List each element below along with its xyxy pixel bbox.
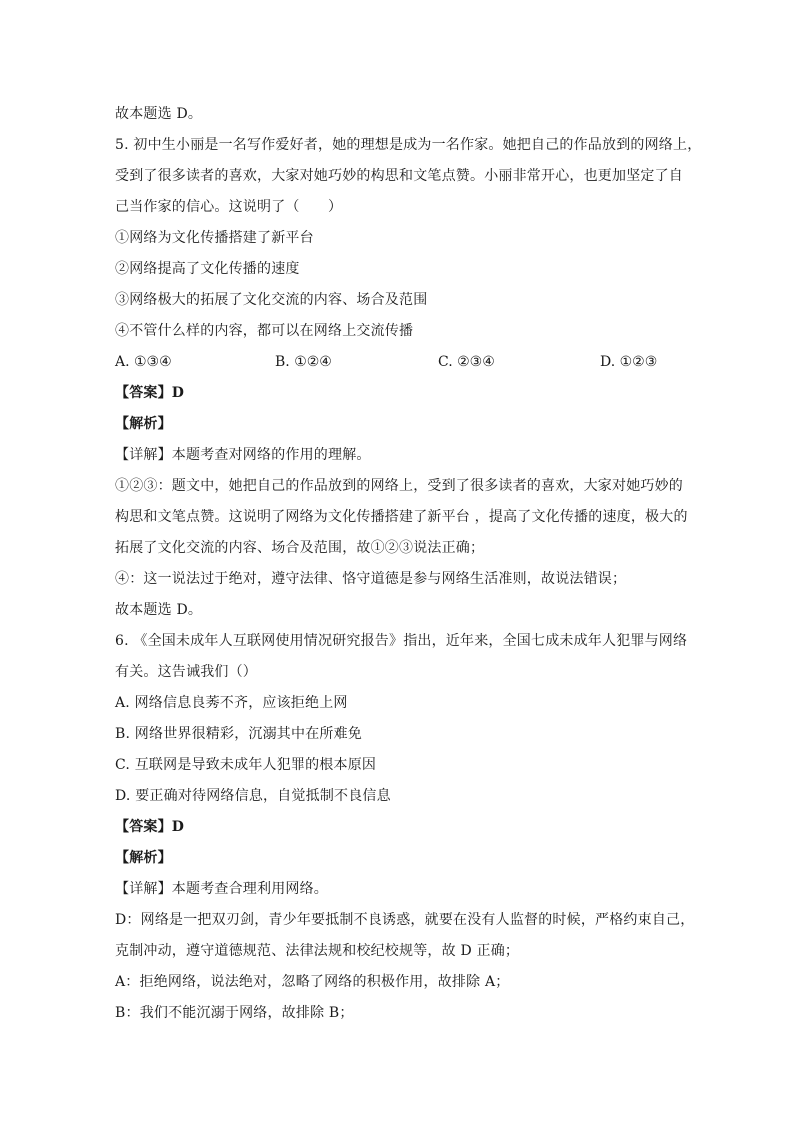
detail-line: 拓展了文化交流的内容、场合及范围，故①②③说法正确；: [115, 540, 485, 556]
question-5-stem: 5. 初中生小丽是一名写作爱好者，她的理想是成为一名作家。她把自己的作品放到的网络上，: [115, 137, 702, 153]
q5-option-d: D. ①②③: [600, 354, 658, 370]
q5-option-a: A. ①③④: [115, 354, 172, 370]
detail-line: 【详解】本题考查合理利用网络。: [115, 881, 328, 897]
detail-line: ①②③：题文中，她把自己的作品放到的网络上，受到了很多读者的喜欢，大家对她巧妙的: [115, 478, 683, 494]
q6-option-c: C. 互联网是导致未成年人犯罪的根本原因: [115, 757, 377, 773]
analysis-label: 【解析】: [115, 416, 172, 432]
question-6-stem: 有关。这告诫我们（）: [115, 664, 257, 680]
detail-line: 构思和文笔点赞。这说明了网络为文化传播搭建了新平台 ，提高了文化传播的速度，极大的: [115, 509, 688, 525]
detail-line: A：拒绝网络，说法绝对，忽略了网络的积极作用，故排除 A；: [115, 974, 510, 990]
analysis-label: 【解析】: [115, 850, 172, 866]
q5-option-b: B. ①②④: [275, 354, 332, 370]
detail-line: 克制冲动，遵守道德规范、法律法规和校纪校规等，故 D 正确；: [115, 943, 520, 959]
question-5-stem: 受到了很多读者的喜欢，大家对她巧妙的构思和文笔点赞。小丽非常开心，也更加坚定了自: [115, 168, 683, 184]
detail-line: B：我们不能沉溺于网络，故排除 B；: [115, 1005, 354, 1021]
detail-line: D：网络是一把双刃剑，青少年要抵制不良诱惑，就要在没有人监督的时候，严格约束自己，: [115, 912, 695, 928]
q6-option-b: B. 网络世界很精彩，沉溺其中在所难免: [115, 726, 362, 742]
detail-line: ④：这一说法过于绝对，遵守法律、恪守道德是参与网络生活准则，故说法错误；: [115, 571, 627, 587]
statement-1: ①网络为文化传播搭建了新平台: [115, 230, 314, 246]
q6-option-a: A. 网络信息良莠不齐，应该拒绝上网: [115, 695, 348, 711]
answer-label: 【答案】D: [115, 819, 185, 835]
q6-option-d: D. 要正确对待网络信息，自觉抵制不良信息: [115, 788, 391, 804]
statement-4: ④不管什么样的内容，都可以在网络上交流传播: [115, 323, 414, 339]
text-line: 故本题选 D。: [115, 106, 203, 122]
question-5-stem: 己当作家的信心。这说明了（ ）: [115, 199, 343, 215]
answer-label: 【答案】D: [115, 385, 185, 401]
text-line: 故本题选 D。: [115, 602, 203, 618]
q5-option-c: C. ②③④: [438, 354, 495, 370]
statement-3: ③网络极大的拓展了文化交流的内容、场合及范围: [115, 292, 428, 308]
statement-2: ②网络提高了文化传播的速度: [115, 261, 300, 277]
detail-line: 【详解】本题考查对网络的作用的理解。: [115, 447, 371, 463]
question-6-stem: 6. 《全国未成年人互联网使用情况研究报告》指出，近年来，全国七成未成年人犯罪与网络: [115, 633, 688, 649]
